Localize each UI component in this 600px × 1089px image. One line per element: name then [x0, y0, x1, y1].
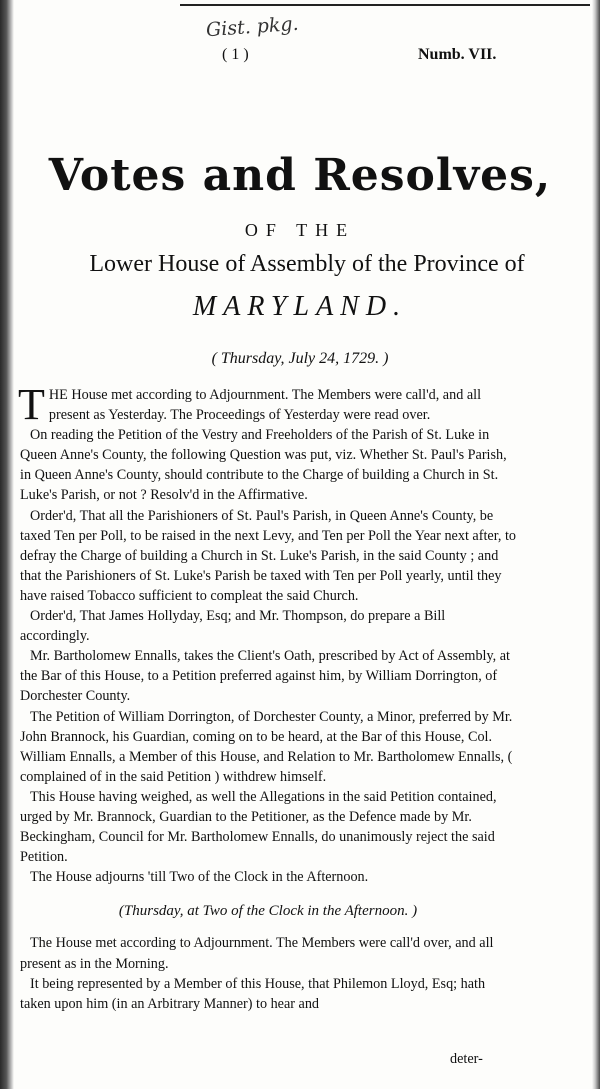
- handwritten-note: Gist. pkg.: [205, 12, 300, 42]
- title-subtitle: Lower House of Assembly of the Province of: [89, 251, 525, 277]
- paragraph: The Petition of William Dorrington, of Dorchester County, a Minor, preferred by Mr. John Brannock, his Guardian, coming on to be heard, at the Bar of this House, Col. William Ennalls, a Member of this House, and Relation to Mr. Bartholomew Ennalls, ( complained of in the said Petition ) withdrew himself.: [20, 708, 513, 785]
- title-place: MARYLAND.: [192, 291, 408, 322]
- paragraph: On reading the Petition of the Vestry and Freeholders of the Parish of St. Luke in Queen Anne's County, the following Question was put, viz. Whether St. Paul's Parish, in Queen Anne's County, should contribute to the Charge of building a Church in St. Luke's Parish, or not ? Resolv'd in the Affirmative.: [20, 427, 507, 504]
- session-date: ( Thursday, July 24, 1729. ): [211, 350, 389, 367]
- catchword: deter-: [450, 1051, 483, 1067]
- document-body: [18, 380, 516, 1014]
- gutter-notch: [14, 120, 23, 128]
- afternoon-session-date: (Thursday, at Two of the Clock in the Afternoon. ): [118, 903, 418, 920]
- paragraph: The House adjourns 'till Two of the Clock in the Afternoon.: [30, 869, 369, 886]
- paragraph: This House having weighed, as well the Allegations in the said Petition contained, urged by Mr. Brannock, Guardian to the Petitioner, as the Defence made by Mr. Beckingham, Council for Mr. Bartholomew Ennalls, do unanimously reject the said Petition.: [20, 788, 497, 866]
- drop-cap: T: [18, 380, 45, 429]
- top-rule: [180, 4, 590, 6]
- title-of-the: OF THE: [244, 220, 356, 240]
- issue-number: Numb. VII.: [418, 46, 497, 63]
- paragraph: It being represented by a Member of this House, that Philemon Lloyd, Esq; hath taken upon him (in an Arbitrary Manner) to hear and: [20, 975, 486, 1012]
- paragraph: Mr. Bartholomew Ennalls, takes the Client's Oath, prescribed by Act of Assembly, at the Bar of this House, to a Petition preferred against him, by William Dorrington, of Dorchester County.: [20, 648, 510, 705]
- paragraph: The House met according to Adjournment. The Members were call'd over, and all present as in the Morning.: [20, 935, 494, 972]
- page-title: Votes and Resolves,: [48, 150, 552, 201]
- paragraph: Order'd, That all the Parishioners of St. Paul's Parish, in Queen Anne's County, be taxed Ten per Poll, to be raised in the next Levy, and Ten per Poll the Year next after, to defray the Charge of building a Church in St. Luke's Parish, in the said County ; and that the Parishioners of St. Luke's Parish be taxed with Ten per Poll yearly, until they have raised Tobacco sufficient to compleat the said Church.: [20, 507, 516, 604]
- paragraph: HE House met according to Adjournment. The Members were call'd, and all present as Yesterday. The Proceedings of Yesterday were read over.: [48, 387, 482, 424]
- page-folio: ( 1 ): [222, 46, 249, 63]
- paragraph: Order'd, That James Hollyday, Esq; and Mr. Thompson, do prepare a Bill accordingly.: [20, 608, 446, 645]
